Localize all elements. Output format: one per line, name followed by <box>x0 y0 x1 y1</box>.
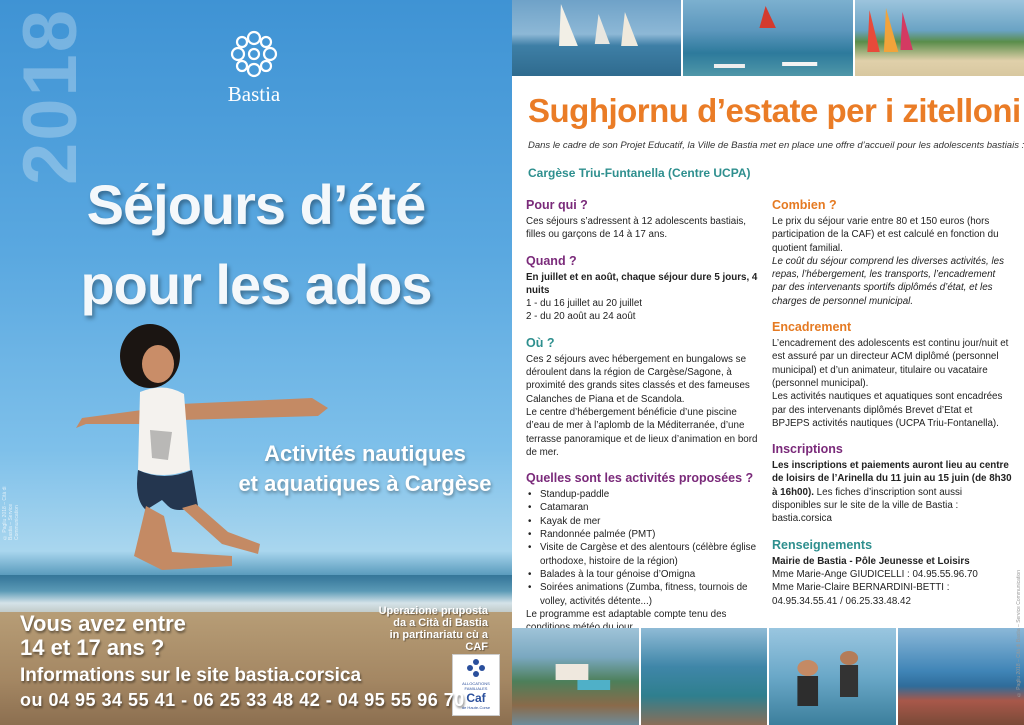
text-renseignements-bold: Mairie de Bastia - Pôle Jeunesse et Loisirs <box>772 555 970 567</box>
heading-pour-qui: Pour qui ? <box>526 198 588 212</box>
heading-activites: Quelles sont les activités proposées ? <box>526 471 754 486</box>
caf-sub: de Haute-Corse <box>461 705 491 710</box>
list-item: • Kayak de mer <box>526 515 762 528</box>
photo-paddle <box>767 628 896 725</box>
photo-catamaran <box>853 0 1024 76</box>
section-quand <box>526 254 762 324</box>
ages-line-2: 14 et 17 ans ? <box>20 635 165 660</box>
photo-genoese-tower <box>896 628 1024 725</box>
text-encadrement-para1: L’encadrement des adolescents est continu jour/nuit et est assuré par un directeur ACM diplômé (personnel municipal) et d’un animateur, titulaire ou vacataire (personnel municipal). <box>772 338 1009 389</box>
photo-coast-village <box>512 628 639 725</box>
text-quand-bold: En juillet et en août, chaque séjour dure 5 jours, 4 nuits <box>526 271 758 296</box>
text-renseignements-line1: Mme Marie-Ange GIUDICELLI : 04.95.55.96.70 <box>772 568 978 580</box>
list-item: • Visite de Cargèse et des alentours (célèbre église orthodoxe, histoire de la région) <box>526 541 762 568</box>
partner-text <box>376 605 488 653</box>
bastia-logo-icon <box>226 28 282 80</box>
heading-ou: Où ? <box>526 335 555 350</box>
headline-line-1: Séjours d’été <box>86 173 426 236</box>
section-ou <box>526 336 762 459</box>
poster-credit: © Pagliu 2018 – Cità di Bastia – Service Communication <box>2 486 20 540</box>
subhead-line-2: et aquatiques à Cargèse <box>238 471 492 496</box>
info-page <box>512 0 1024 725</box>
text-inscriptions-bold: Les inscriptions et paiements auront lieu au centre de loisirs de l’Arinella du 11 juin au 15 juin (de 8h30 à 16h00). <box>772 460 1012 498</box>
text-encadrement-para2: Les activités nautiques et aquatiques sont encadrées par des intervenants diplômés Brevet d’Etat et BPJEPS activités nautiques (UCPA Triu-Fontanella). <box>772 391 1003 429</box>
heading-inscriptions: Inscriptions <box>772 442 843 457</box>
partner-line-3: in partinariatu cù a CAF <box>389 629 488 653</box>
photo-windsurf <box>512 0 681 76</box>
info-website: Informations sur le site bastia.corsica <box>20 665 362 686</box>
headline-line-2: pour les ados <box>80 253 432 316</box>
caf-mark: Caf <box>466 691 486 705</box>
photo-kitesurf <box>681 0 852 76</box>
right-column <box>772 198 1012 620</box>
logo-text: Bastia <box>227 82 281 106</box>
text-pour-qui: Ces séjours s’adressent à 12 adolescents bastiais, filles ou garçons de 14 à 17 ans. <box>526 216 747 241</box>
heading-renseignements: Renseignements <box>772 537 873 552</box>
activities-list <box>526 488 762 608</box>
section-inscriptions <box>772 442 1012 525</box>
section-pour-qui <box>526 198 762 242</box>
text-ou-para1: Ces 2 séjours avec hébergement en bungalows se déroulent dans la région de Cargèse/Sagone, à proximité des grands sites classés et des fameuses Calanches de Piana et de Scandola. <box>526 353 750 405</box>
text-ou-para2: Le centre d’hébergement bénéficie d’une piscine d’eau de mer à l’aplomb de la Méditerranée, d’une terrasse panoramique et de lieux d’animation en bord de mer. <box>526 406 758 458</box>
activities-note: Le programme est adaptable compte tenu des <box>526 608 727 620</box>
bottom-photo-strip <box>512 628 1024 725</box>
intro-text: Dans le cadre de son Projet Educatif, la Ville de Bastia met en place une offre d’accueil pour les adolescents bastiais : <box>528 140 1024 151</box>
partner-line-1: Uperazione pruposta <box>378 605 488 617</box>
heading-quand: Quand ? <box>526 253 577 268</box>
page-title: Sughjornu d’estate per i zitelloni <box>528 92 1021 129</box>
page-credit: © Pagliu 2018 – Cità di Bastia – Service Communication <box>1016 570 1022 698</box>
info-phones: ou 04 95 34 55 41 - 06 25 33 48 42 - 04 95 55 96 70 <box>20 690 465 710</box>
ages-line-1: Vous avez entre <box>20 611 186 636</box>
left-column <box>526 198 762 646</box>
year-watermark: 2018 <box>8 7 94 186</box>
section-renseignements <box>772 538 1012 608</box>
list-item: • Soirées animations (Zumba, fitness, tournois de volley, activités détente...) <box>526 581 762 608</box>
center-name: Cargèse Triu-Funtanella (Centre UCPA) <box>528 166 751 180</box>
list-item: • Balades à la tour génoise d’Omigna <box>526 568 762 581</box>
partner-line-2: da a Cità di Bastia <box>393 617 488 629</box>
heading-encadrement: Encadrement <box>772 320 852 335</box>
list-item: • Standup-paddle <box>526 488 762 501</box>
photo-rocky-sea <box>639 628 768 725</box>
text-quand-line1: 1 - du 16 juillet au 20 juillet <box>526 298 643 310</box>
subhead-line-1: Activités nautiques <box>264 441 466 466</box>
caf-line-1: ALLOCATIONS <box>462 681 490 686</box>
section-encadrement <box>772 320 1012 430</box>
section-activites <box>526 471 762 634</box>
section-combien <box>772 198 1012 308</box>
text-inscriptions: Les fiches d’inscription sont aussi disponibles sur le site de la ville de Bastia : bastia.corsica <box>772 486 963 525</box>
bastia-logo <box>206 28 302 107</box>
text-combien: Le prix du séjour varie entre 80 et 150 euros (hors participation de la CAF) et est calculé en fonction du quotient familial. <box>772 216 999 254</box>
heading-combien: Combien ? <box>772 198 837 212</box>
top-photo-strip <box>512 0 1024 76</box>
text-renseignements-line2: Mme Marie-Claire BERNARDINI-BETTI : 04.95.34.55.41 / 06.25.33.48.42 <box>772 582 950 607</box>
caf-line-2: FAMILIALES <box>464 686 488 691</box>
list-item: • Randonnée palmée (PMT) <box>526 528 762 541</box>
caf-star-icon <box>465 658 487 678</box>
text-combien-italic: Le coût du séjour comprend les diverses activités, les repas, l’hébergement, les transports, l’encadrement par des intervenants sportifs diplômés d’état, et les charges de personnel municipal. <box>772 255 1004 307</box>
list-item: • Catamaran <box>526 501 762 514</box>
text-quand-line2: 2 - du 20 août au 24 août <box>526 311 636 323</box>
